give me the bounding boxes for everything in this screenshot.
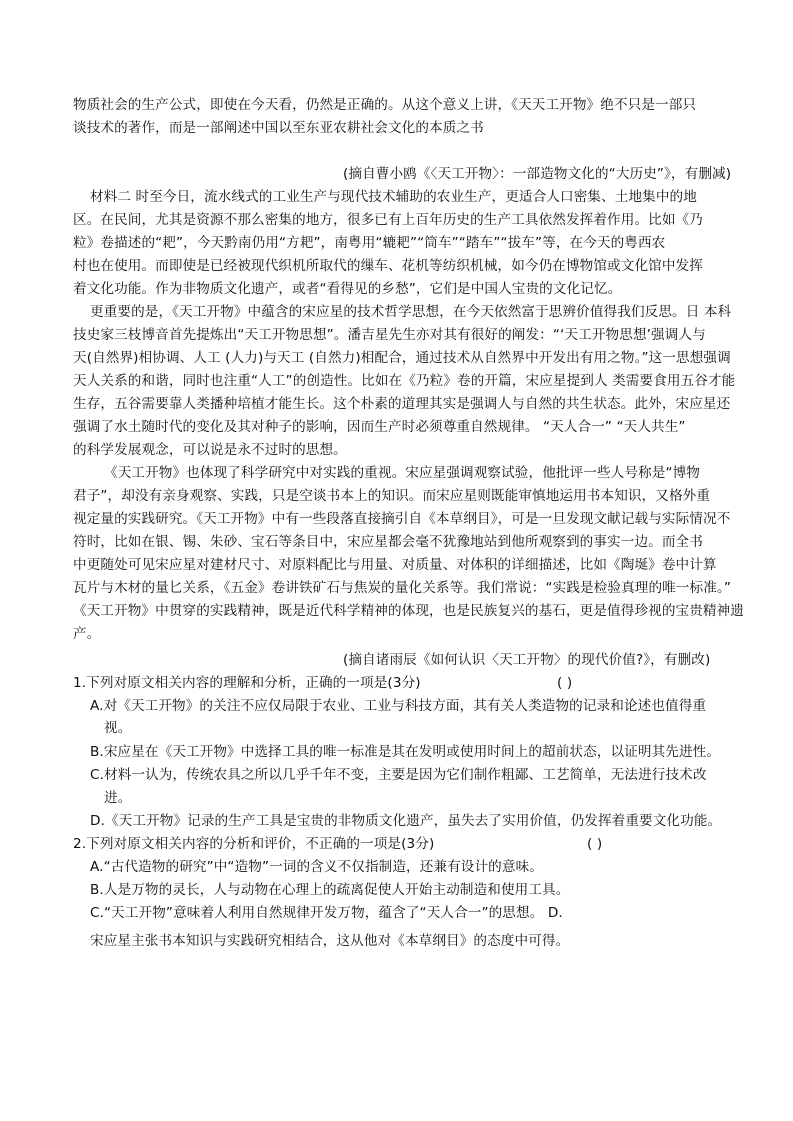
option-a: A.“古代造物的研究”中“造物”一词的含义不仅指制造，还兼有设计的意味。: [90, 859, 543, 875]
text-line: 的科学发展观念，可以说是永不过时的思想。: [73, 442, 347, 458]
text-line: 《天工开物》中贯穿的实践精神，既是近代科学精神的体现，也是民族复兴的基石，更是值得珍视的宝贵精神遗: [73, 603, 744, 619]
option-c-continued: 进。: [104, 790, 132, 806]
answer-bracket: ( ): [557, 675, 573, 691]
option-d: D.《天工开物》记录的生产工具是宝贵的非物质文化遗产，虽失去了实用价值，仍发挥着重要文化功能。: [90, 813, 722, 829]
citation: (摘自诸雨辰《如何认识〈天工开物〉的现代价值?》，有删改): [343, 652, 711, 668]
text-line: 天人关系的和谐，同时也注重“人工”的创造性。比如在《乃粒》卷的开篇，宋应星提到人 类需要食用五谷才能: [73, 373, 736, 389]
text-line: 村也在使用。而即使是已经被现代织机所取代的缫车、花机等纺织机械，如今仍在博物馆或文化馆中发挥: [73, 258, 703, 274]
text-line: 谈技术的著作，而是一部阐述中国以至东亚农耕社会文化的本质之书: [73, 120, 484, 136]
text-line: 天(自然界)相协调、人工 (人力)与天工 (自然力)相配合，通过技术从自然界中开发出有用之物。”这一思想强调: [73, 350, 731, 366]
text-line: 君子”，却没有亲身观察、实践，只是空谈书本上的知识。而宋应星则既能审慎地运用书本知识，又格外重: [73, 488, 711, 504]
option-c: C.材料一认为，传统农具之所以几乎千年不变，主要是因为它们制作粗鄙、工艺简单，无法进行技术改: [90, 767, 707, 783]
text-line: 产。: [73, 626, 101, 642]
option-c: C.“天工开物”意味着人利用自然规律开发万物，蕴含了“天人合一”的思想。 D.: [90, 905, 563, 921]
option-a: A.对《天工开物》的关注不应仅局限于农业、工业与科技方面，其有关人类造物的记录和论述也值得重: [90, 698, 707, 714]
question-1-stem: 1.下列对原文相关内容的理解和分析，正确的一项是(3分): [73, 675, 421, 691]
option-a-continued: 视。: [104, 720, 132, 736]
option-d: 宋应星主张书本知识与实践研究相结合，这从他对《本草纲目》的态度中可得。: [90, 933, 570, 949]
option-b: B.宋应星在《天工开物》中选择工具的唯一标准是其在发明或使用时间上的超前状态，以证明其先进性。: [90, 744, 721, 760]
text-line: 《天工开物》也体现了科学研究中对实践的重视。宋应星强调观察试验，他批评一些人号称是“博物: [104, 465, 700, 481]
option-b: B.人是万物的灵长，人与动物在心理上的疏离促使人开始主动制造和使用工具。: [90, 882, 570, 898]
text-line: 视定量的实践研究。《天工开物》中有一些段落直接摘引自《本草纲目》，可是一旦发现文献记载与实际情况不: [73, 511, 731, 527]
answer-bracket: ( ): [587, 836, 603, 852]
text-line: 更重要的是，《天工开物》中蕴含的宋应星的技术哲学思想，在今天依然富于思辨价值得我们反思。日 本科: [90, 304, 732, 320]
text-line: 瓦片与木材的量匕关系，《五金》卷讲铁矿石与焦炭的量化关系等。我们常说：“实践是检验真理的唯一标准。”: [73, 580, 731, 596]
question-2-stem: 2.下列对原文相关内容的分析和评价，不正确的一项是(3分): [73, 836, 435, 852]
text-line: 中更随处可见宋应星对建材尺寸、对原料配比与用量、对质量、对体积的详细描述，比如《陶埏》卷中计算: [73, 557, 717, 573]
text-line: 技史家三枝博音首先提炼出“天工开物思想”。潘吉星先生亦对其有很好的阐发：“‘天工开物思想’强调人与: [73, 327, 706, 343]
text-line: 符时，比如在银、锡、朱砂、宝石等条目中，宋应星都会毫不犹豫地站到他所观察到的事实一边。而全书: [73, 534, 703, 550]
citation: (摘自曹小鸥《〈天工开物〉：一部造物文化的“大历史”》，有删减): [343, 166, 732, 182]
text-line: 物质社会的生产公式，即使在今天看，仍然是正确的。从这个意义上讲，《天天工开物》绝不只是一部只: [73, 97, 697, 113]
text-line: 区。在民间，尤其是资源不那么密集的地方，很多已有上百年历史的生产工具依然发挥着作用。比如《乃: [73, 212, 703, 228]
text-line: 着文化功能。作为非物质文化遗产，或者“看得见的乡愁”，它们是中国人宝贵的文化记忆。: [73, 281, 622, 297]
text-line: 材料二 时至今日，流水线式的工业生产与现代技术辅助的农业生产，更适合人口密集、土地集中的地: [90, 189, 697, 205]
text-line: 强调了水土随时代的变化及其对种子的影响，因而生产时必须尊重自然规律。 “天人合一” “天人共生”: [73, 419, 686, 435]
text-line: 粒》卷描述的“耙”，今天黔南仍用“方耙”，南粤用“辘耙”“筒车”“踏车”“拔车”等，在今天的粤西农: [73, 235, 666, 251]
text-line: 生存，五谷需要靠人类播种培植才能生长。这个朴素的道理其实是强调人与自然的共生状态。此外，宋应星还: [73, 396, 731, 412]
